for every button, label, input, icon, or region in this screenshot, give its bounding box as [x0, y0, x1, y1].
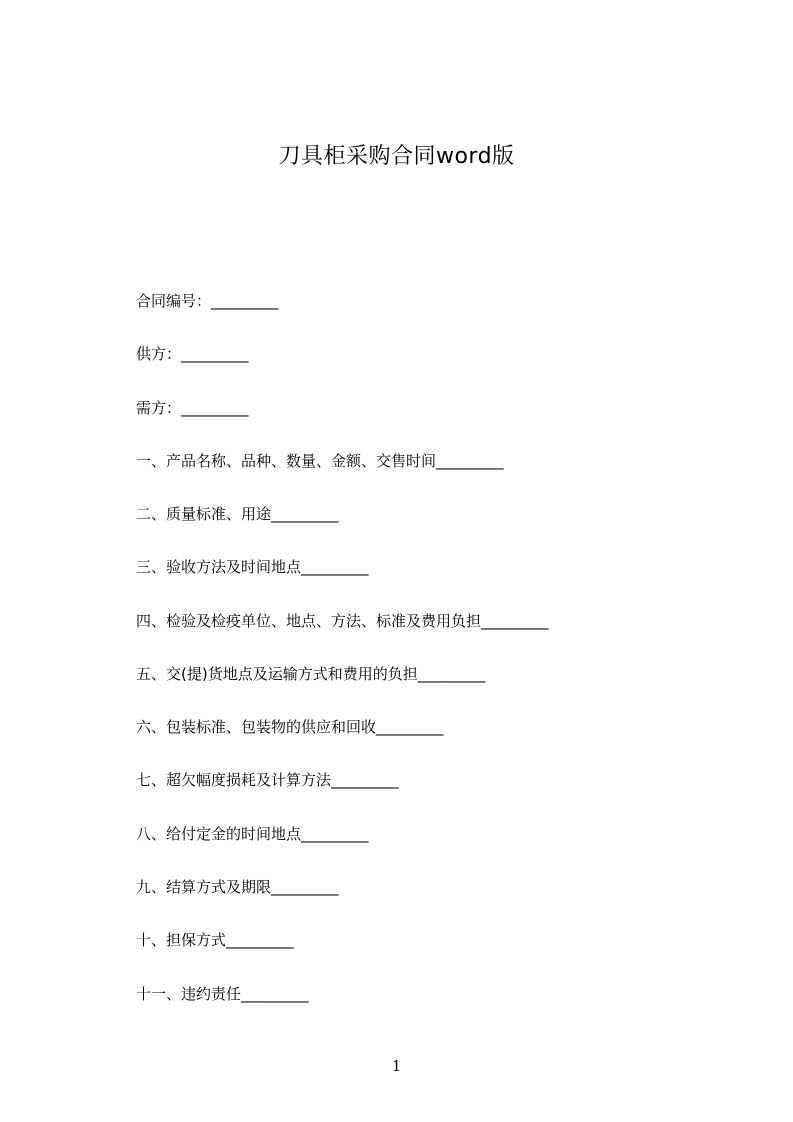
supplier-line: 供方：_________ — [136, 345, 249, 363]
clause-8: 八、给付定金的时间地点_________ — [136, 825, 369, 843]
clause-3: 三、验收方法及时间地点_________ — [136, 558, 369, 576]
clause-2: 二、质量标准、用途_________ — [136, 505, 339, 523]
page-number: 1 — [391, 1057, 402, 1075]
clause-9: 九、结算方式及期限_________ — [136, 878, 339, 896]
clause-5: 五、交(提)货地点及运输方式和费用的负担_________ — [136, 665, 486, 683]
contract-number-line: 合同编号：_________ — [136, 292, 279, 310]
document-title: 刀具柜采购合同word版 — [278, 144, 515, 169]
clause-6: 六、包装标准、包装物的供应和回收_________ — [136, 718, 444, 736]
buyer-line: 需方：_________ — [136, 399, 249, 417]
clause-10: 十、担保方式_________ — [136, 931, 294, 949]
clause-11: 十一、违约责任_________ — [136, 985, 309, 1003]
clause-7: 七、超欠幅度损耗及计算方法_________ — [136, 771, 399, 789]
clause-1: 一、产品名称、品种、数量、金额、交售时间_________ — [136, 452, 504, 470]
clause-4: 四、检验及检疫单位、地点、方法、标准及费用负担_________ — [136, 612, 549, 630]
